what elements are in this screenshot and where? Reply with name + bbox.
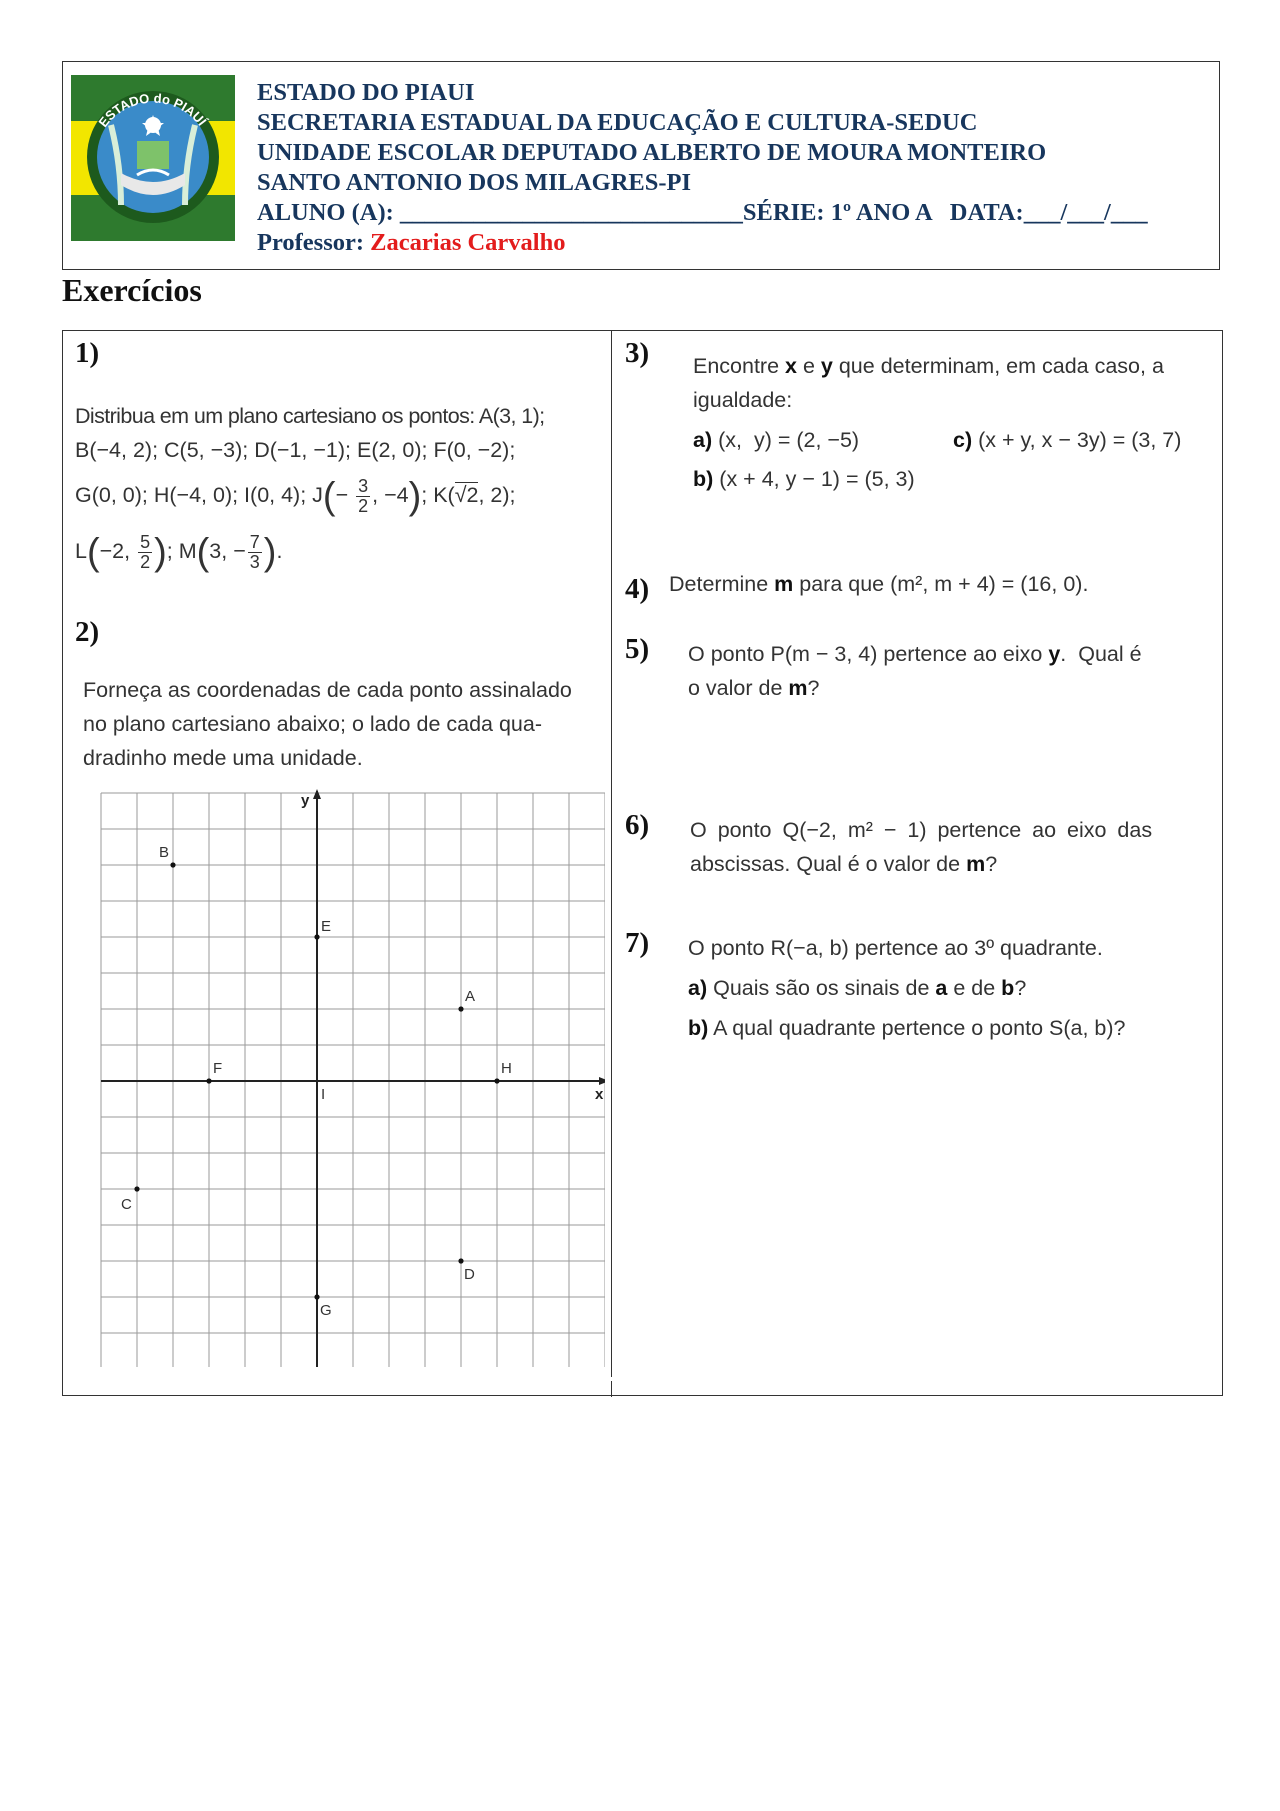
- q5-line1-y: y: [1048, 642, 1061, 666]
- column-divider-tick: [611, 1381, 612, 1397]
- point-g-dot: [314, 1294, 319, 1299]
- q5-line2: [688, 671, 820, 705]
- q1-j-rest: , −4: [372, 483, 409, 508]
- q7-a-var-b: b: [1001, 976, 1015, 1000]
- q1-line3: G(0, 0); H(−4, 0); I(0, 4); J(− $\frac{3}{2}$ , −4); K(√2, 2);: [75, 475, 516, 518]
- q6-line1: O ponto Q(−2, m² − 1) pertence ao eixo das: [690, 818, 1153, 842]
- q3-b-text: (x + 4, y − 1) = (5, 3): [719, 467, 915, 491]
- q3-c-label: c): [953, 428, 973, 452]
- q5-line2-b: ?: [807, 676, 820, 700]
- point-f-label: F: [213, 1060, 223, 1077]
- header-line-student-fields: ALUNO (A): ____________________________SÉRIE: 1º ANO A DATA:___/___/___: [257, 199, 1148, 226]
- exercise-box: [62, 330, 1223, 1396]
- point-d-label: D: [464, 1266, 475, 1283]
- q5-line1-b: . Qual é: [1060, 642, 1142, 666]
- q7-a-text-b: e de: [947, 976, 1002, 1000]
- q4-number: 4): [625, 573, 650, 605]
- q1-m-den: 3: [249, 552, 260, 572]
- q7-number: 7): [625, 927, 650, 959]
- q3-item-c: [953, 423, 1181, 457]
- q1-j-num: 3: [358, 476, 369, 496]
- q7-line1: O ponto R(−a, b) pertence ao 3º quadrante.: [688, 936, 1103, 960]
- q1-m-num: 7: [249, 532, 260, 552]
- header-line-city: SANTO ANTONIO DOS MILAGRES-PI: [257, 169, 692, 196]
- q6-line2: [690, 847, 997, 881]
- q2-line3: dradinho mede uma unidade.: [83, 746, 363, 770]
- q3-a-text: (x, y) = (2, −5): [718, 428, 860, 452]
- y-axis-label: y: [301, 792, 310, 809]
- header-text-block: [257, 78, 1209, 258]
- q1-line3-start: G(0, 0); H(−4, 0); I(0, 4); J: [75, 483, 323, 508]
- q1-j-den: 2: [358, 496, 369, 516]
- q7-a-text-a: Quais são os sinais de: [713, 976, 936, 1000]
- q2-line2: no plano cartesiano abaixo; o lado de cada qua-: [83, 712, 543, 736]
- q6-line2-a: abscissas. Qual é o valor de: [690, 852, 967, 876]
- q6-line2-m: m: [966, 852, 986, 876]
- q5-line2-a: o valor de: [688, 676, 789, 700]
- header-line-secretariat: SECRETARIA ESTADUAL DA EDUCAÇÃO E CULTURA-SEDUC: [257, 109, 978, 136]
- q4-text-a: Determine: [669, 572, 775, 596]
- cartesian-grid: [95, 787, 605, 1367]
- q3-a-label: a): [693, 428, 713, 452]
- professor-label: Professor:: [257, 229, 365, 256]
- q3-item-b: [693, 462, 915, 496]
- q1-k-end: , 2);: [478, 483, 516, 508]
- point-f-dot: [206, 1078, 211, 1083]
- x-axis-label: x: [595, 1086, 604, 1103]
- column-divider: [611, 331, 612, 1377]
- q3-intro-b: e: [797, 354, 821, 378]
- q1-m-start: ; M: [166, 539, 197, 564]
- q3-intro-y: y: [820, 354, 833, 378]
- q1-m-fraction: [248, 533, 262, 572]
- point-h-label: H: [501, 1060, 512, 1077]
- q1-end: .: [276, 539, 283, 564]
- header-line-state: ESTADO DO PIAUI: [257, 79, 475, 106]
- q3-intro-line1: [693, 349, 1164, 383]
- point-c-label: C: [121, 1196, 132, 1213]
- q3-intro-x: x: [785, 354, 797, 378]
- point-d-dot: [458, 1258, 463, 1263]
- q6-line2-b: ?: [985, 852, 998, 876]
- point-e-dot: [314, 934, 319, 939]
- q7-item-b: [688, 1011, 1125, 1045]
- q7-a-label: a): [688, 976, 708, 1000]
- q1-l-fraction: [138, 533, 152, 572]
- q7-a-text-c: ?: [1014, 976, 1027, 1000]
- q3-item-a: [693, 423, 859, 457]
- q5-line1-a: O ponto P(m − 3, 4) pertence ao eixo: [688, 642, 1049, 666]
- q7-b-label: b): [688, 1016, 709, 1040]
- q1-j-fraction: [356, 477, 370, 516]
- point-c-dot: [134, 1186, 139, 1191]
- q3-intro-c: que determinam, em cada caso, a: [832, 354, 1164, 378]
- q1-line1: Distribua em um plano cartesiano os pontos: A(3, 1);: [75, 404, 545, 428]
- crest-lettering: ESTADO do PIAUÍ: [95, 90, 210, 130]
- q3-b-label: b): [693, 467, 714, 491]
- q4-text-b: para que (m², m + 4) = (16, 0).: [793, 572, 1089, 596]
- q3-number: 3): [625, 337, 650, 369]
- header-line-professor: [257, 228, 1209, 258]
- q7-a-var-a: a: [935, 976, 948, 1000]
- y-axis-arrow: [313, 789, 321, 799]
- q1-number: 1): [75, 337, 100, 369]
- point-e-label: E: [321, 918, 332, 935]
- header-line-school: UNIDADE ESCOLAR DEPUTADO ALBERTO DE MOURA MONTEIRO: [257, 139, 1047, 166]
- q2-number: 2): [75, 616, 100, 648]
- q3-c-text: (x + y, x − 3y) = (3, 7): [978, 428, 1182, 452]
- school-header: [62, 61, 1220, 270]
- q4-text: [669, 567, 1088, 601]
- q3-intro-line2: igualdade:: [693, 388, 793, 412]
- point-i-label: I: [321, 1086, 326, 1103]
- q1-m-inner: 3, −: [209, 539, 246, 564]
- point-a-label: A: [465, 988, 476, 1005]
- q1-line4: L(−2, $\frac{5}{2}$ ); M(3, − $\frac{7}{3}$ ).: [75, 531, 283, 574]
- page-title: Exercícios: [62, 272, 202, 308]
- point-b-label: B: [159, 844, 170, 861]
- q7-item-a: [688, 971, 1026, 1005]
- q1-l-num: 5: [140, 532, 151, 552]
- q7-b-text: A qual quadrante pertence o ponto S(a, b)?: [713, 1016, 1126, 1040]
- q6-number: 6): [625, 809, 650, 841]
- q1-j-sign: −: [335, 483, 349, 508]
- point-b-dot: [170, 862, 175, 867]
- q4-text-m: m: [774, 572, 794, 596]
- q1-l-den: 2: [140, 552, 151, 572]
- q5-number: 5): [625, 633, 650, 665]
- x-axis-arrow: [599, 1077, 605, 1085]
- q1-k-root: √2: [454, 483, 479, 508]
- state-crest-logo: [71, 75, 235, 241]
- point-a-dot: [458, 1006, 463, 1011]
- q2-line1: Forneça as coordenadas de cada ponto assinalado: [83, 678, 572, 702]
- q5-line2-m: m: [788, 676, 808, 700]
- q1-l-inner: −2,: [99, 539, 131, 564]
- q1-l-start: L: [75, 539, 87, 564]
- q1-line2: B(−4, 2); C(5, −3); D(−1, −1); E(2, 0); F(0, −2);: [75, 438, 516, 462]
- professor-name: Zacarias Carvalho: [370, 229, 566, 256]
- point-g-label: G: [320, 1302, 332, 1319]
- q1-k-start: ; K(: [421, 483, 455, 508]
- point-h-dot: [494, 1078, 499, 1083]
- q3-intro-a: Encontre: [693, 354, 786, 378]
- q5-line1: [688, 637, 1142, 671]
